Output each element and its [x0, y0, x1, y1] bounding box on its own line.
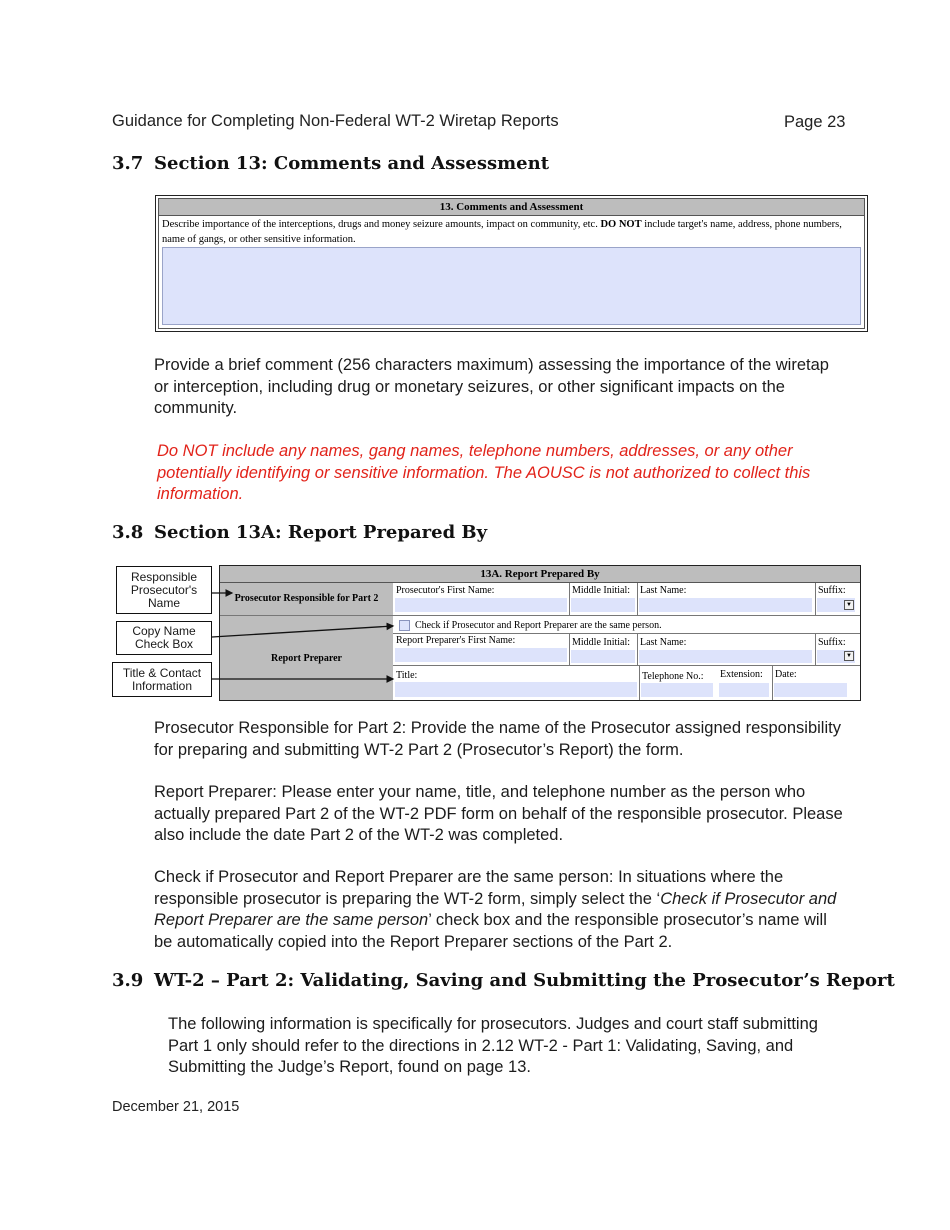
para-text: ’ check box and the responsible prosecutor’s name will be automatically copied into the Report Preparer sections of the Part 2. — [154, 911, 827, 951]
section-number: 3.8 — [112, 522, 144, 543]
para-label: Report Preparer: — [154, 783, 277, 801]
para-text: Provide the name of the Prosecutor assigned responsibility for preparing and submitting WT-2 Part 2 (Prosecutor’s Report) the form. — [154, 719, 841, 759]
label-preparer-first-name: Report Preparer's First Name: — [396, 635, 516, 646]
callout-responsible-prosecutor: Responsible Prosecutor's Name — [116, 566, 212, 614]
label-date: Date: — [775, 669, 797, 680]
label-same-person: Check if Prosecutor and Report Preparer are the same person. — [415, 620, 662, 631]
para-label: Check if Prosecutor and Report Preparer are the same person: — [154, 868, 614, 886]
form-description-emphasis: DO NOT — [600, 219, 642, 230]
section-title: Section 13: Comments and Assessment — [154, 153, 550, 174]
section-3-7-paragraph: Provide a brief comment (256 characters maximum) assessing the importance of the wiretap or interception, including drug or monetary seizures, or other significant impacts on the community. — [154, 356, 829, 417]
callout-title-contact: Title & Contact Information — [112, 662, 212, 697]
footer-date: December 21, 2015 — [112, 1099, 240, 1115]
para-prosecutor-responsible — [154, 718, 844, 761]
section-number: 3.7 — [112, 153, 144, 174]
chevron-down-icon: ▼ — [844, 651, 854, 661]
section-3-9-paragraph: The following information is specifically for prosecutors. Judges and court staff submitting Part 1 only should refer to the directions in 2.12 WT-2 - Part 1: Validating, Saving, and Submitting the Judge’s Report, found on page 13. — [168, 1015, 818, 1076]
form-description-text: Describe importance of the interceptions, drugs and money seizure amounts, impact on community, etc. — [162, 219, 601, 230]
label-prosecutor-first-name: Prosecutor's First Name: — [396, 585, 495, 596]
label-suffix: Suffix: — [818, 585, 846, 596]
chevron-down-icon: ▼ — [844, 600, 854, 610]
section-title: Section 13A: Report Prepared By — [154, 522, 488, 543]
label-title: Title: — [396, 670, 418, 681]
page-number: Page 23 — [784, 113, 846, 131]
para-same-person — [154, 867, 844, 953]
form-title: 13A. Report Prepared By — [220, 566, 860, 583]
section-number: 3.9 — [112, 970, 144, 991]
callout-copy-name-checkbox: Copy Name Check Box — [116, 621, 212, 655]
label-telephone: Telephone No.: — [642, 671, 704, 682]
label-middle-initial: Middle Initial: — [572, 637, 631, 648]
label-middle-initial: Middle Initial: — [572, 585, 631, 596]
para-report-preparer — [154, 782, 844, 847]
para-label: Prosecutor Responsible for Part 2: — [154, 719, 407, 737]
label-extension: Extension: — [720, 669, 763, 680]
row-label-prosecutor: Prosecutor Responsible for Part 2 — [220, 583, 393, 615]
section-title: WT-2 – Part 2: Validating, Saving and Submitting the Prosecutor’s Report — [154, 970, 895, 991]
form-description-text: include target's name, address, phone numbers, name of gangs, or other sensitive information. — [162, 219, 842, 245]
document-header-title: Guidance for Completing Non-Federal WT-2 Wiretap Reports — [112, 112, 559, 130]
label-suffix: Suffix: — [818, 637, 846, 648]
para-text: Please enter your name, title, and telephone number as the person who actually prepared Part 2 of the WT-2 PDF form on behalf of the responsible prosecutor. Please also include the date Part 2 of the WT-2 was completed. — [154, 783, 843, 844]
section-3-9-heading — [112, 970, 895, 991]
row-label-report-preparer: Report Preparer — [220, 615, 393, 700]
label-last-name: Last Name: — [640, 585, 687, 596]
label-last-name: Last Name: — [640, 637, 687, 648]
para-italic: Check if Prosecutor and Report Preparer are the same person — [154, 889, 837, 929]
arrow-checkbox — [212, 626, 393, 637]
para-text: In situations where the responsible prosecutor is preparing the WT-2 form, simply select the ‘ — [154, 868, 784, 908]
form-title: 13. Comments and Assessment — [159, 199, 864, 216]
warning-text: Do NOT include any names, gang names, telephone numbers, addresses, or any other potentially identifying or sensitive information. The AOUSC is not authorized to collect this information. — [157, 442, 811, 503]
